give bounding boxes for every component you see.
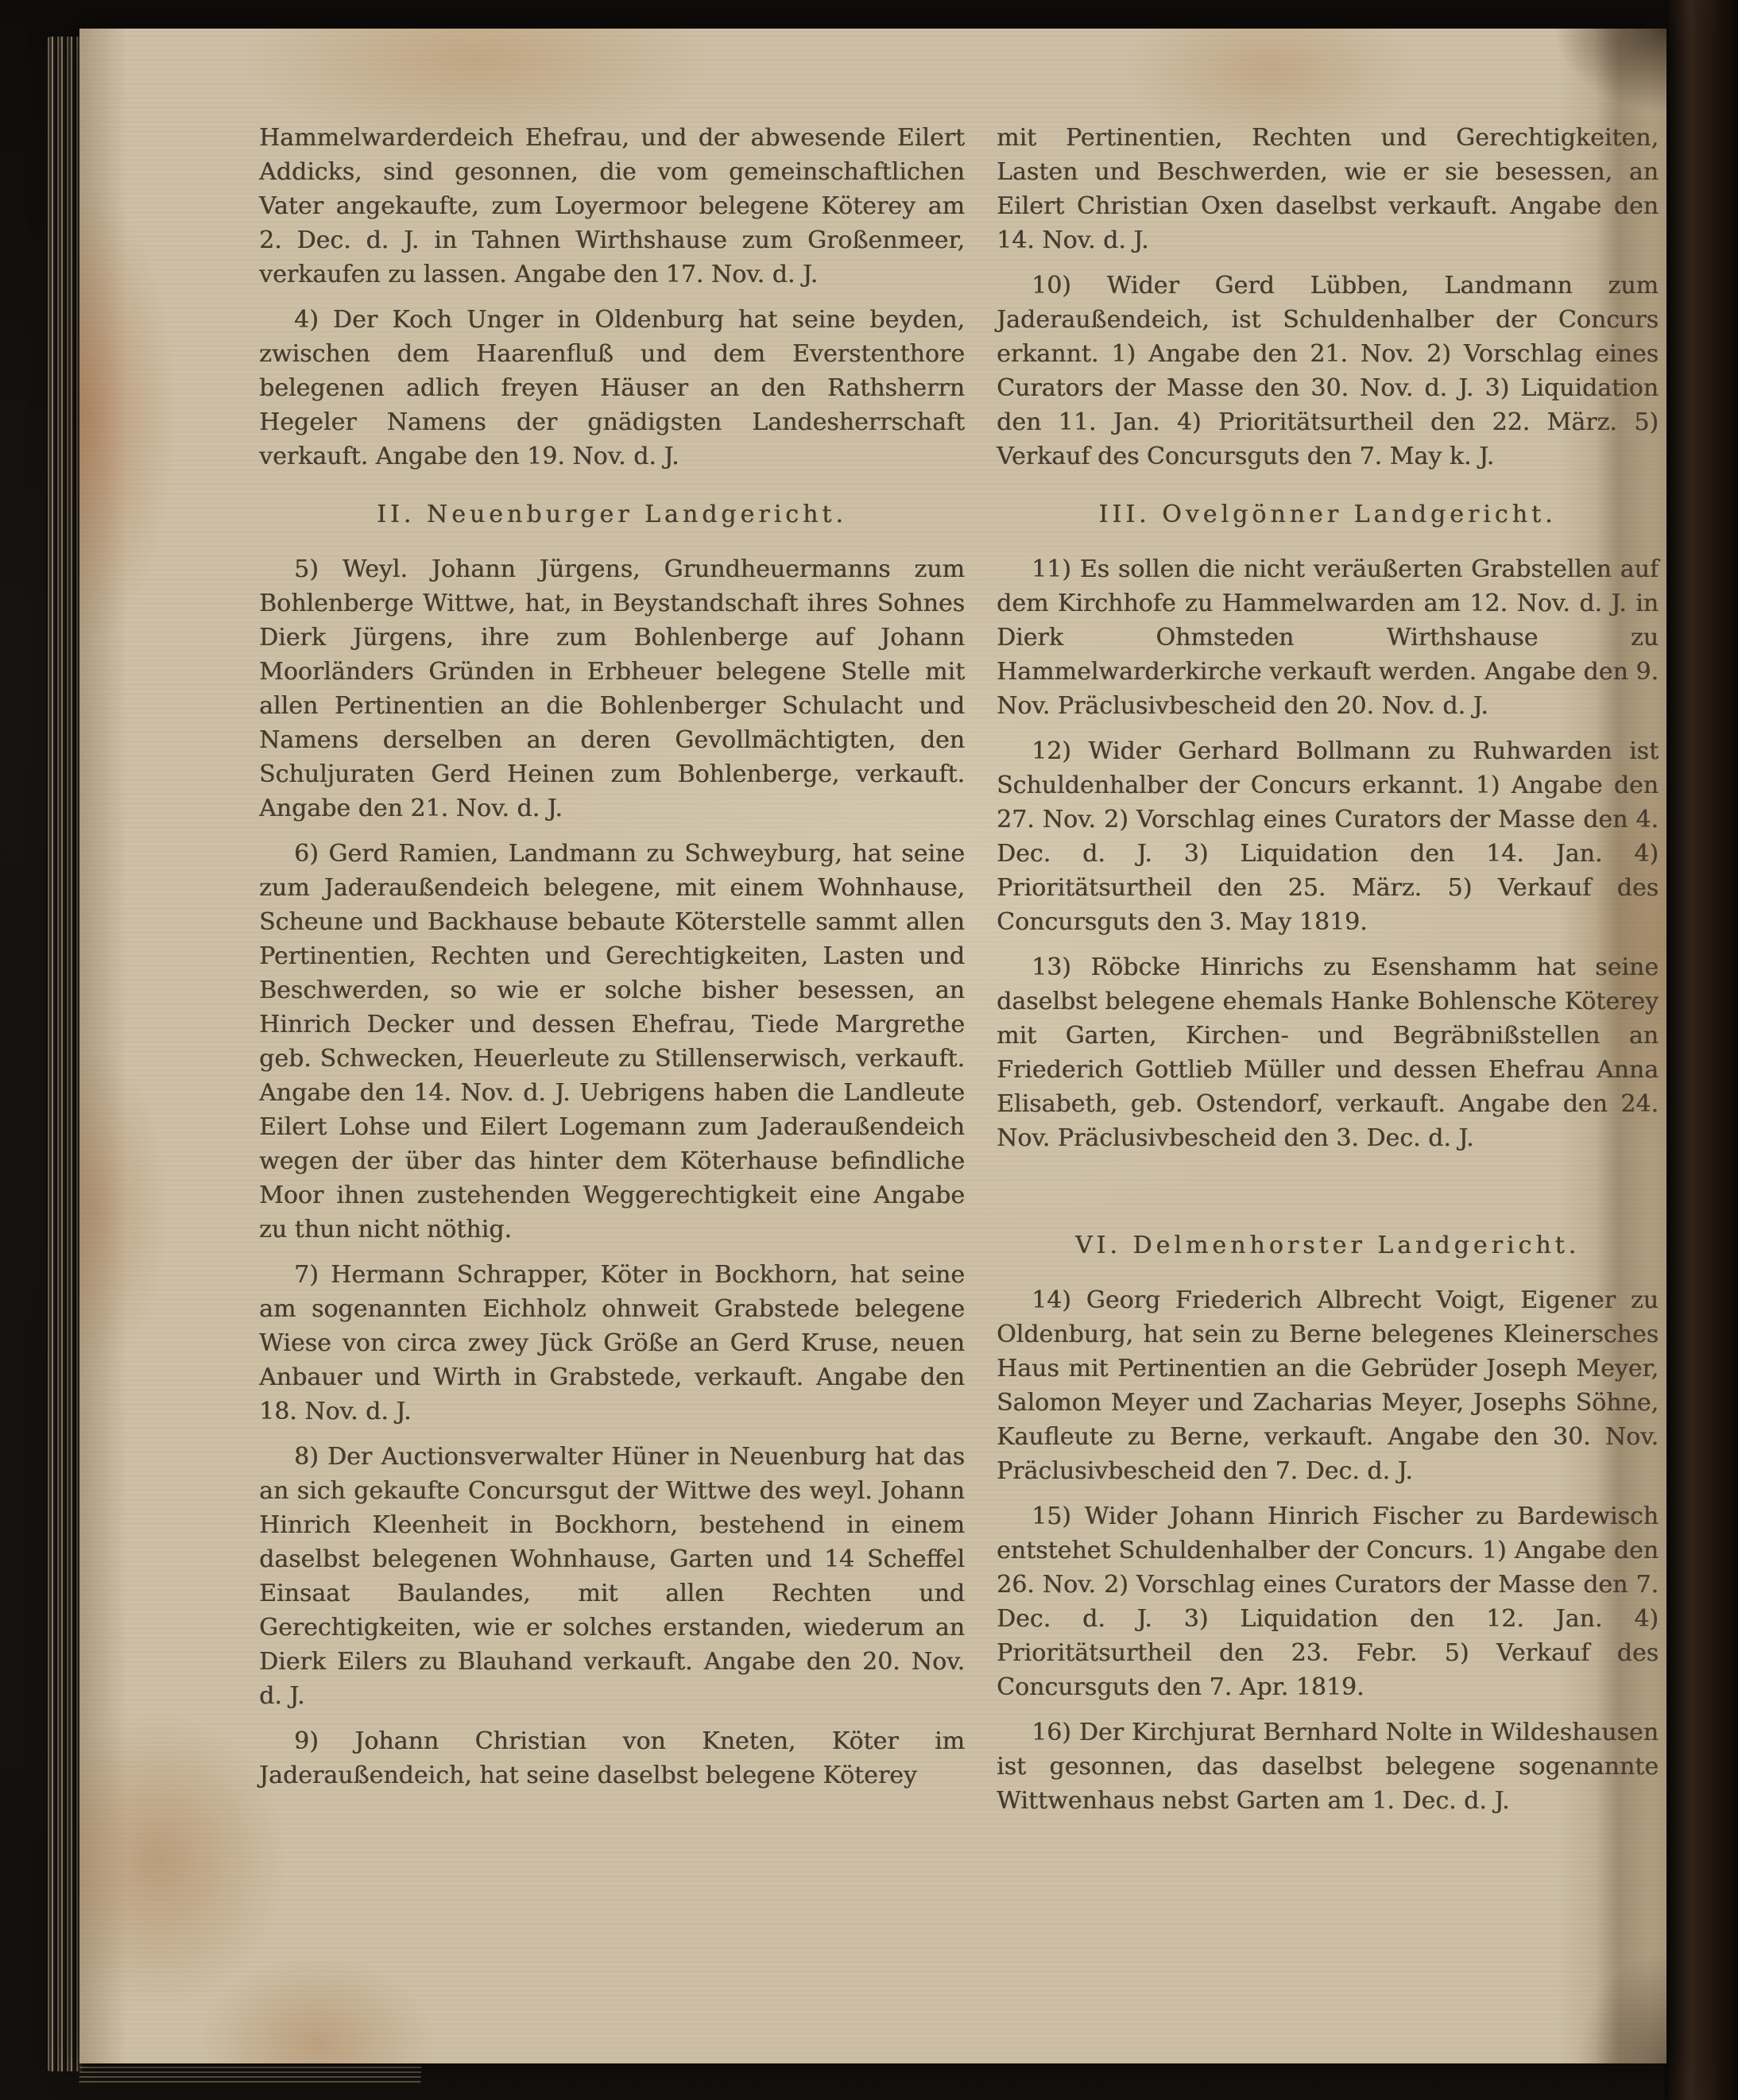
heading-ovelgoenner-landgericht: III. Ovelgönner Landgericht. bbox=[1098, 501, 1557, 528]
heading-delmenhorster-landgericht: VI. Delmenhorster Landgericht. bbox=[1074, 1232, 1581, 1259]
text-columns bbox=[259, 121, 1659, 1829]
entry-4: 4) Der Koch Unger in Oldenburg hat seine beyden, zwischen dem Haarenfluß und dem Everstenthore belegenen adlich freyen Häuser an den Rathsherrn Hegeler Namens der gnädigsten Landesherrschaft verkauft. Angabe den 19. Nov. d. J. bbox=[259, 306, 965, 470]
page-edge-stack-bottom bbox=[79, 2062, 422, 2086]
entry-14: 14) Georg Friederich Albrecht Voigt, Eigener zu Oldenburg, hat sein zu Berne belegenes Kleinersches Haus mit Pertinentien an die Gebrüder Joseph Meyer, Salomon Meyer und Zacharias Meyer, Josephs Söhne, Kaufleute zu Berne, verkauft. Angabe den 30. Nov. Präclusivbescheid den 7. Dec. d. J. bbox=[997, 1286, 1659, 1485]
entry-16: 16) Der Kirchjurat Bernhard Nolte in Wildeshausen ist gesonnen, das daselbst belegene sogenannte Wittwenhaus nebst Garten am 1. Dec. d. J. bbox=[997, 1719, 1659, 1815]
text-column-left bbox=[259, 121, 965, 1829]
page-edge-stack-left bbox=[46, 37, 84, 2071]
entry-8: 8) Der Auctionsverwalter Hüner in Neuenburg hat das an sich gekaufte Concursgut der Wittwe des weyl. Johann Hinrich Kleenheit in Bockhorn, bestehend in einem daselbst belegenen Wohnhause, Garten und 14 Scheffel Einsaat Baulandes, mit allen Rechten und Gerechtigkeiten, wie er solches erstanden, wiederum an Dierk Eilers zu Blauhand verkauft. Angabe den 20. Nov. d. J. bbox=[259, 1443, 965, 1710]
paragraph-continuation: Hammelwarderdeich Ehefrau, und der abwesende Eilert Addicks, sind gesonnen, die vom gemeinschaftlichen Vater angekaufte, zum Loyermoor belegene Köterey am 2. Dec. d. J. in Tahnen Wirthshause zum Großenmeer, verkaufen zu lassen. Angabe den 17. Nov. d. J. bbox=[259, 124, 965, 288]
entry-12: 12) Wider Gerhard Bollmann zu Ruhwarden ist Schuldenhalber der Concurs erkannt. 1) Angabe den 27. Nov. 2) Vorschlag eines Curators der Masse den 4. Dec. d. J. 3) Liquidation den 14. Jan. 4) Prioritätsurtheil den 25. März. 5) Verkauf des Concursguts den 3. May 1819. bbox=[997, 737, 1659, 936]
entry-9: 9) Johann Christian von Kneten, Köter im Jaderaußendeich, hat seine daselbst belegene Köterey bbox=[259, 1727, 965, 1789]
entry-5: 5) Weyl. Johann Jürgens, Grundheuermanns zum Bohlenberge Wittwe, hat, in Beystandschaft ihres Sohnes Dierk Jürgens, ihre zum Bohlenberge auf Johann Moorländers Gründen in Erbheuer belegene Stelle mit allen Pertinentien an die Bohlenberger Schulacht und Namens derselben an deren Gevollmächtigten, den Schuljuraten Gerd Heinen zum Bohlenberge, verkauft. Angabe den 21. Nov. d. J. bbox=[259, 555, 965, 822]
entry-6: 6) Gerd Ramien, Landmann zu Schweyburg, hat seine zum Jaderaußendeich belegene, mit einem Wohnhause, Scheune und Backhause bebaute Köterstelle sammt allen Pertinentien, Rechten und Gerechtigkeiten, Lasten und Beschwerden, so wie er solche bisher besessen, an Hinrich Decker und dessen Ehefrau, Tiede Margrethe geb. Schwecken, Heuerleute zu Stillenserwisch, verkauft. Angabe den 14. Nov. d. J. Uebrigens haben die Landleute Eilert Lohse und Eilert Logemann zum Jaderaußendeich wegen der über das hinter dem Köterhause befindliche Moor ihnen zustehenden Weggerechtigkeit eine Angabe zu thun nicht nöthig. bbox=[259, 840, 965, 1243]
entry-11: 11) Es sollen die nicht veräußerten Grabstellen auf dem Kirchhofe zu Hammelwarden am 12. Nov. d. J. in Dierk Ohmsteden Wirthshause zu Hammelwarderkirche verkauft werden. Angabe den 9. Nov. Präclusivbescheid den 20. Nov. d. J. bbox=[997, 555, 1659, 720]
entry-13: 13) Röbcke Hinrichs zu Esenshamm hat seine daselbst belegene ehemals Hanke Bohlensche Köterey mit Garten, Kirchen- und Begräbnißstellen an Friederich Gottlieb Müller und dessen Ehefrau Anna Elisabeth, geb. Ostendorf, verkauft. Angabe den 24. Nov. Präclusivbescheid den 3. Dec. d. J. bbox=[997, 953, 1659, 1152]
book-binding bbox=[1665, 0, 1738, 2100]
text-column-right bbox=[997, 121, 1659, 1829]
heading-neuenburger-landgericht: II. Neuenburger Landgericht. bbox=[377, 501, 847, 528]
entry-10: 10) Wider Gerd Lübben, Landmann zum Jaderaußendeich, ist Schuldenhalber der Concurs erkannt. 1) Angabe den 21. Nov. 2) Vorschlag eines Curators der Masse den 30. Nov. d. J. 3) Liquidation den 11. Jan. 4) Prioritätsurtheil den 22. März. 5) Verkauf des Concursguts den 7. May k. J. bbox=[997, 272, 1659, 470]
entry-15: 15) Wider Johann Hinrich Fischer zu Bardewisch entstehet Schuldenhalber der Concurs. 1) Angabe den 26. Nov. 2) Vorschlag eines Curators der Masse den 7. Dec. d. J. 3) Liquidation den 12. Jan. 4) Prioritätsurtheil den 23. Febr. 5) Verkauf des Concursguts den 7. Apr. 1819. bbox=[997, 1502, 1659, 1701]
scanned-page bbox=[79, 29, 1666, 2063]
paragraph-continuation: mit Pertinentien, Rechten und Gerechtigkeiten, Lasten und Beschwerden, wie er sie besessen, an Eilert Christian Oxen daselbst verkauft. Angabe den 14. Nov. d. J. bbox=[997, 124, 1659, 254]
entry-7: 7) Hermann Schrapper, Köter in Bockhorn, hat seine am sogenannten Eichholz ohnweit Grabstede belegene Wiese von circa zwey Jück Größe an Gerd Kruse, neuen Anbauer und Wirth in Grabstede, verkauft. Angabe den 18. Nov. d. J. bbox=[259, 1261, 965, 1425]
